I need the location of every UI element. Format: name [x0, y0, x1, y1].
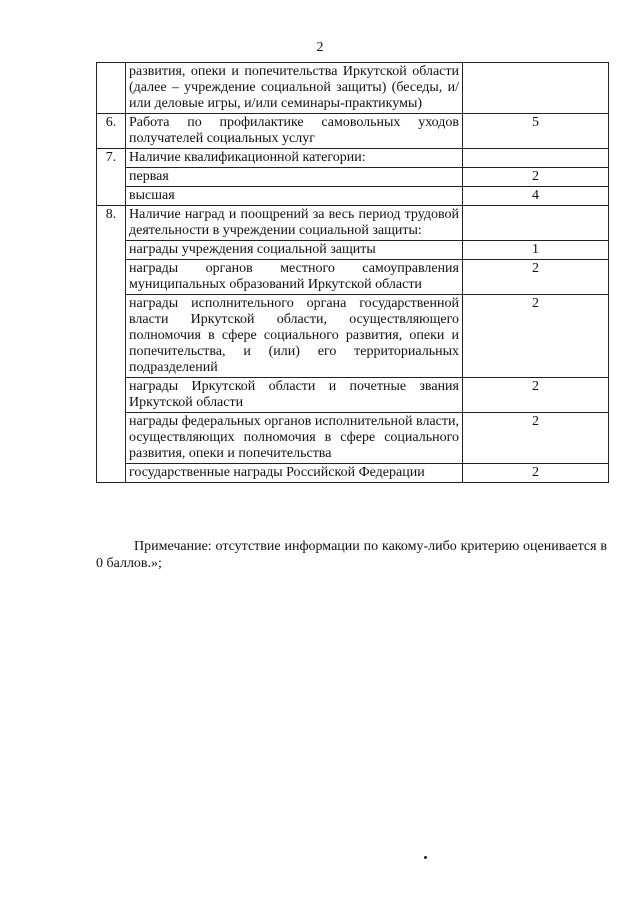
criterion-score — [463, 149, 609, 168]
table-row — [97, 241, 609, 260]
criterion-text: награды исполнительного органа государственной власти Иркутской области, осуществляющего полномочия в сфере социального развития, опеки и попечительства, и (или) его территориальных подразделений — [126, 295, 463, 378]
criterion-score — [463, 206, 609, 241]
table-row — [97, 378, 609, 413]
criterion-score: 2 — [463, 413, 609, 464]
criterion-text: награды Иркутской области и почетные звания Иркутской области — [126, 378, 463, 413]
criterion-text: первая — [126, 168, 463, 187]
note-paragraph: Примечание: отсутствие информации по какому-либо критерию оценивается в 0 баллов.»; — [96, 539, 607, 571]
table-row — [97, 114, 609, 149]
table-row — [97, 206, 609, 241]
table-row — [97, 187, 609, 206]
row-number: 6. — [97, 114, 126, 149]
criterion-text: награды органов местного самоуправления муниципальных образований Иркутской области — [126, 260, 463, 295]
table-row — [97, 413, 609, 464]
scan-speck — [424, 856, 427, 859]
table-row — [97, 168, 609, 187]
criterion-text: Работа по профилактике самовольных уходов получателей социальных услуг — [126, 114, 463, 149]
table-row — [97, 464, 609, 483]
criterion-score: 5 — [463, 114, 609, 149]
criterion-score: 2 — [463, 168, 609, 187]
criteria-table — [96, 62, 609, 483]
criterion-text: развития, опеки и попечительства Иркутской области (далее – учреждение социальной защиты) (беседы, и/или деловые игры, и/или семинары-практикумы) — [126, 63, 463, 114]
criterion-score: 2 — [463, 295, 609, 378]
criterion-text: Наличие квалификационной категории: — [126, 149, 463, 168]
criterion-score: 4 — [463, 187, 609, 206]
criterion-text: государственные награды Российской Федерации — [126, 464, 463, 483]
criterion-text: высшая — [126, 187, 463, 206]
criterion-text: награды учреждения социальной защиты — [126, 241, 463, 260]
criterion-score: 2 — [463, 378, 609, 413]
criterion-score: 1 — [463, 241, 609, 260]
table-row — [97, 295, 609, 378]
table-row — [97, 260, 609, 295]
row-number — [97, 63, 126, 114]
row-number: 7. — [97, 149, 126, 206]
table-row — [97, 63, 609, 114]
table-row — [97, 149, 609, 168]
criterion-text: Наличие наград и поощрений за весь период трудовой деятельности в учреждении социальной защиты: — [126, 206, 463, 241]
page-number: 2 — [316, 40, 324, 55]
criterion-score: 2 — [463, 464, 609, 483]
criterion-score: 2 — [463, 260, 609, 295]
criterion-text: награды федеральных органов исполнительной власти, осуществляющих полномочия в сфере социального развития, опеки и попечительства — [126, 413, 463, 464]
row-number: 8. — [97, 206, 126, 483]
criterion-score — [463, 63, 609, 114]
